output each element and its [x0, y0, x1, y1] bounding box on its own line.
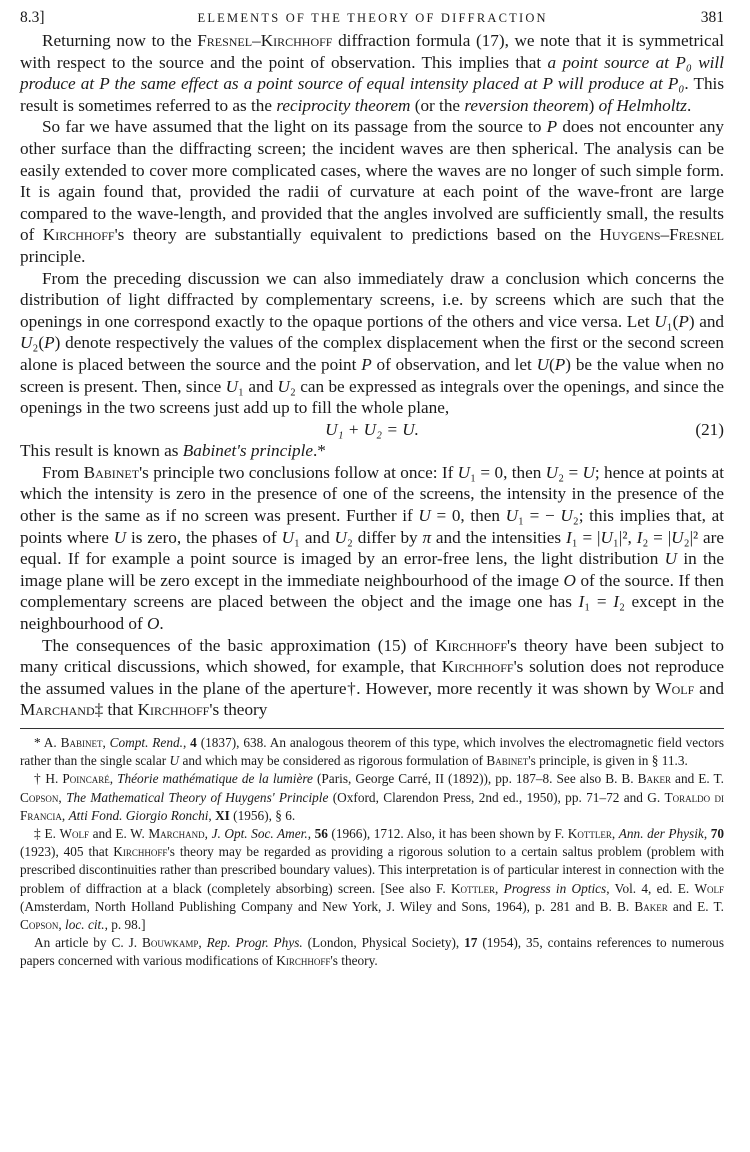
text-run: ₁ and [294, 527, 335, 547]
footnote-bouwkamp [20, 934, 724, 970]
text-run: This result is known as [20, 441, 183, 461]
equation-formula: U₁ + U₂ = U. [325, 419, 419, 439]
text-run: Kirchhoff [113, 844, 168, 860]
text-run: Copson [20, 789, 59, 805]
footnotes [20, 734, 724, 971]
text-run: = 0, then [430, 506, 506, 526]
text-run: ₁ = | [571, 527, 601, 547]
text-run: ; hence at points at which the intensity is zero in the presence of one of the screens, the intensity in the presence of the other is the same as if no screen was present. Further if [20, 462, 725, 526]
text-run: † H. [34, 771, 63, 787]
text-run: Kirchhoff [441, 657, 514, 677]
text-run: U [418, 506, 431, 526]
section-number: 8.3] [20, 9, 45, 26]
text-run: , p. 98.] [104, 917, 146, 933]
text-run: of observation, and let [371, 354, 537, 374]
text-run: ₂ = [558, 462, 583, 482]
text-run: (or the [410, 95, 465, 115]
text-run: U [582, 462, 595, 482]
text-run: (1923), 405 that [20, 844, 114, 860]
text-run: Copson [20, 917, 59, 933]
page-number: 381 [700, 9, 724, 26]
text-run: , [61, 807, 69, 823]
text-run: Babinet [60, 735, 103, 750]
text-run: Ann. der Physik [618, 826, 704, 842]
text-run: Returning now to the [42, 31, 198, 50]
text-run: loc. cit. [65, 917, 105, 933]
text-run: ₂ differ by [346, 527, 423, 547]
text-run: 70 [710, 826, 725, 842]
text-run: XI [215, 807, 230, 823]
text-run: Progress in Optics [503, 880, 607, 896]
text-run: 4 [190, 735, 197, 750]
text-run: Toraldo di Francia [20, 789, 724, 823]
footnote-poincare [20, 770, 724, 825]
text-run: does not encounter any other surface than the diffracting screen; the incident waves are then spherical. The analysis can be easily extended to cover more complicated cases, where the waves are no longer of such simple form. It is again found that, provided the radii of curvature at each point of the wave-front are large compared to the wave-length, and provided that the angles involved are sufficiently small, the results of [20, 117, 725, 245]
text-run: reversion theorem [464, 95, 589, 115]
text-run: 17 [464, 935, 478, 951]
text-run: (Amsterdam, North Holland Publishing Company and New York, J. Wiley and Sons, 1964), p. 281 and B. B. [20, 898, 635, 914]
text-run: 56 [314, 826, 328, 842]
text-run: Kirchhoff [435, 635, 507, 655]
text-run: ₁ and [238, 376, 278, 396]
text-run: Kirchhoff [276, 953, 331, 969]
text-run: , Vol. 4, ed. E. [606, 880, 695, 896]
paragraph-complementary-screens [20, 268, 724, 419]
text-run: (Paris, George Carré, II (1892)), pp. 187–8. See also B. B. [312, 771, 638, 787]
text-run: U [536, 354, 550, 374]
text-run: U [277, 376, 290, 396]
text-run: Kirchhoff [137, 700, 210, 720]
text-run: Compt. Rend. [109, 735, 183, 750]
text-run: and the intensities [431, 527, 566, 547]
equation-21 [20, 419, 724, 441]
text-run: From the preceding discussion we can also immediately draw a conclusion which concerns the distribution of light diffracted by complementary screens, i.e. by screens which are such that the openings in one correspond exactly to the opaque portions of the others and vice versa. Let [20, 268, 724, 331]
text-run: 's principle, is given in § 11.3. [528, 753, 688, 769]
text-run: U [20, 333, 33, 353]
text-run: U [545, 462, 559, 482]
text-run: Babinet's principle [182, 441, 313, 461]
text-run: Théorie mathématique de la lumière [117, 771, 313, 787]
text-run: ‡ E. [34, 826, 60, 842]
text-run: , [307, 826, 315, 842]
text-run: in the image plane will be zero except in the immediate neighbourhood of the image [20, 549, 724, 590]
text-run: ₂ can be expressed as integrals over the openings, and since the openings in the two screens just add up to fill the whole plane, [20, 376, 724, 418]
text-run: . [686, 95, 692, 115]
text-run: of Helmholtz [598, 95, 687, 115]
text-run: (1837), 638. An analogous theorem of this type, which involves the electromagnetic field vectors rather than the single scalar [20, 735, 724, 769]
text-run: P [546, 117, 558, 137]
text-run: is zero, the phases of [126, 527, 282, 547]
text-run: ‡ that [94, 700, 138, 720]
text-run: (1956), § 6. [229, 807, 296, 823]
text-run: , [182, 735, 191, 750]
paragraph-babinet-conclusions [20, 462, 724, 635]
text-run: ₁ = [584, 592, 614, 612]
text-run: U [671, 527, 684, 547]
text-run: O [146, 614, 160, 634]
text-run: P [554, 354, 566, 374]
text-run: ) denote respectively the values of the complex displacement when the first or the second screen alone is placed between the source and the point [20, 333, 724, 374]
text-run: Huygens–Fresnel [599, 225, 724, 245]
text-run: Wolf [655, 678, 695, 698]
text-run: , [611, 826, 619, 842]
text-run: (London, Physical Society), [302, 935, 465, 951]
text-run: . This result is sometimes referred to as the [20, 74, 725, 115]
text-run: 's theory. [330, 953, 378, 969]
paragraph-kirchhoff-critique [20, 635, 724, 721]
text-run: U [169, 753, 180, 769]
footnote-wolf-marchand [20, 825, 724, 934]
text-run: 's theory may be regarded as providing a rigorous solution to a certain saltus problem (problem with prescribed discontinuities rather than prescribed boundary values). This interpretation is of particular interest in connection with the problem of diffraction at a black (completely absorbing) screen. [See also F. [20, 844, 724, 896]
text-run: 's theory have been subject to many critical discussions, which showed, for example, that [20, 635, 725, 677]
text-run: Rep. Progr. Phys. [206, 935, 303, 951]
text-run: Marchand [20, 700, 95, 720]
text-run: (1966), 1712. Also, it has been shown by F. [327, 826, 568, 842]
text-run: ₁ = − [518, 506, 561, 526]
text-run: U [505, 506, 519, 526]
text-run: U [281, 527, 295, 547]
text-run: (1954), 35, contains references to numerous papers concerned with various modifications of [20, 935, 724, 969]
text-run: ₂ except in the neighbourhood of [20, 592, 725, 634]
text-run: Atti Fond. Giorgio Ronchi [68, 807, 209, 823]
body-text [20, 30, 724, 721]
text-run: (Oxford, Clarendon Press, 2nd ed., 1950), pp. 71–72 and G. [328, 789, 665, 805]
text-run: , [102, 735, 110, 750]
text-run: I [578, 592, 585, 612]
text-run: U [334, 527, 347, 547]
text-run: Kottler [567, 826, 612, 842]
text-run: , [703, 826, 711, 842]
text-run: , [495, 880, 504, 896]
text-run: .* [312, 441, 326, 461]
text-run: 's solution does not reproduce the assumed values in the plane of the aperture†. However, more recently it was shown by [20, 657, 724, 698]
text-run: Baker [634, 898, 668, 914]
text-run: 's theory are substantially equivalent to predictions based on the [114, 225, 600, 245]
text-run: ) and [688, 311, 725, 331]
text-run: I [613, 592, 619, 612]
text-run: Poincaré [62, 771, 110, 787]
text-run: and E. T. [671, 771, 724, 787]
text-run: ₁|², [612, 527, 637, 547]
text-run: U [560, 506, 573, 526]
text-run: ) be the value when no screen is present. Then, since [20, 354, 724, 396]
footnote-rule [20, 728, 724, 729]
text-run: π [422, 527, 432, 547]
text-run: I [565, 527, 572, 547]
text-run: 's theory [209, 700, 268, 720]
text-run: . [159, 614, 164, 634]
text-run: Wolf [59, 826, 90, 842]
text-run: , [109, 771, 118, 787]
text-run: U [225, 376, 239, 396]
text-run: and [694, 678, 724, 698]
text-run: The consequences of the basic approximation (15) of [42, 635, 436, 655]
text-run: Wolf [694, 880, 724, 896]
text-run: U [113, 527, 127, 547]
text-run: Fresnel–Kirchhoff [197, 31, 333, 50]
text-run: diffraction formula (17), we note that it is symmetrical with respect to the source and the point of observation. This implies that [20, 31, 724, 72]
text-run: ₂; this implies that, at points where [20, 506, 724, 547]
text-run: ₁( [666, 311, 679, 331]
text-run: , [204, 826, 212, 842]
text-run: * A. [34, 735, 61, 750]
text-run: O [563, 570, 576, 590]
text-run: ₂ = | [642, 527, 672, 547]
text-run: U [600, 527, 613, 547]
text-run: Babinet [83, 462, 140, 482]
text-run: I [636, 527, 643, 547]
text-run: Baker [637, 771, 672, 787]
running-head [20, 8, 724, 30]
text-run: P [678, 311, 689, 331]
text-run: Kottler [450, 880, 496, 896]
paragraph-reciprocity [20, 30, 724, 116]
text-run: ) [588, 95, 599, 115]
text-run: ₂|² are equal. If for example a point source is imaged by an error-free lens, the light distribution [20, 527, 724, 569]
text-run: P [44, 333, 55, 353]
text-run: So far we have assumed that the light on its passage from the source to [42, 117, 547, 137]
text-run: Kirchhoff [42, 225, 115, 245]
text-run: U [664, 549, 678, 569]
text-run: , [208, 807, 216, 823]
text-run: , [58, 789, 67, 805]
text-run: An article by C. J. [34, 935, 142, 951]
text-run: Marchand [148, 826, 205, 842]
text-run: and which may be considered as rigorous formulation of [179, 753, 487, 769]
text-run: U [457, 462, 471, 482]
text-run: U [654, 311, 667, 331]
text-run: , [198, 935, 207, 951]
text-run: and E. W. [89, 826, 149, 842]
text-run: ₂( [32, 333, 45, 353]
footnote-babinet [20, 734, 724, 770]
paragraph-extension [20, 116, 724, 267]
text-run: P [361, 354, 372, 374]
text-run: of the source. If then complementary screens are placed between the object and the image one has [20, 570, 724, 612]
text-run: reciprocity theorem [276, 95, 411, 115]
chapter-title: ELEMENTS OF THE THEORY OF DIFFRACTION [197, 11, 548, 25]
text-run: Bouwkamp [142, 935, 199, 951]
text-run: , [58, 917, 66, 933]
text-run: principle. [20, 246, 86, 266]
text-run: 's principle two conclusions follow at once: If [139, 462, 458, 482]
paragraph-babinet-statement [20, 440, 724, 462]
text-run: ( [549, 354, 555, 374]
text-run: and E. T. [667, 898, 724, 914]
equation-number: (21) [695, 419, 724, 439]
text-run: ₁ = 0, then [470, 462, 546, 482]
text-run: a point source at P₀ will produce at P the same effect as a point source of equal intensity placed at P will produce at P₀ [20, 52, 724, 94]
text-run: Babinet [486, 753, 529, 769]
text-run: The Mathematical Theory of Huygens' Principle [66, 789, 329, 805]
text-run: J. Opt. Soc. Amer. [211, 826, 308, 842]
text-run: From [42, 462, 84, 482]
